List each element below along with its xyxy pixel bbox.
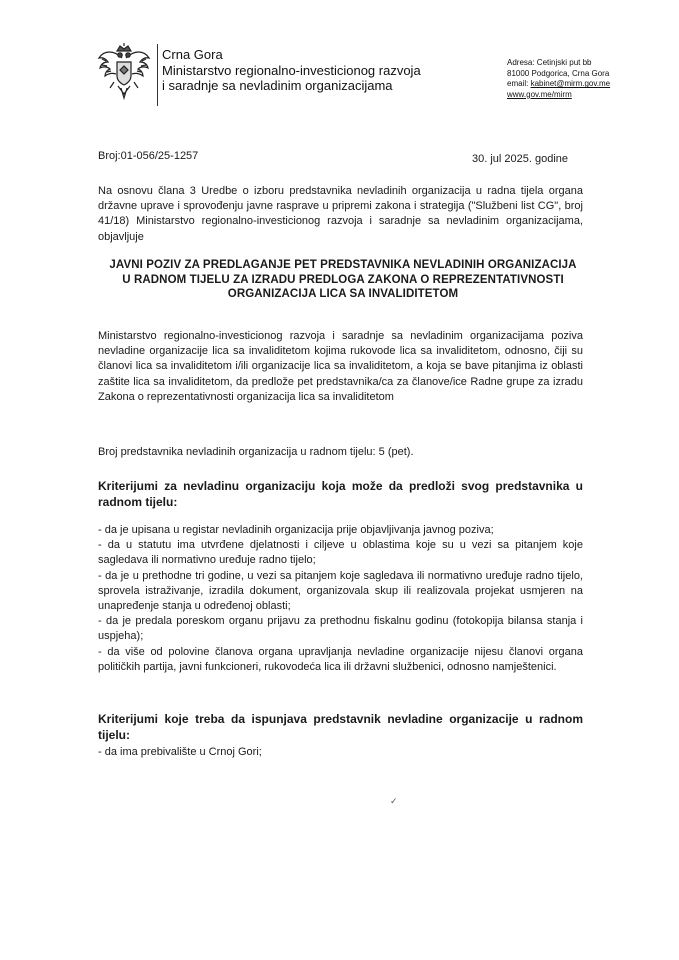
- document-number: Broj:01-056/25-1257: [98, 150, 199, 162]
- ministry-name: [162, 47, 421, 94]
- header-divider: [157, 44, 158, 106]
- contact-city: 81000 Podgorica, Crna Gora: [507, 68, 610, 78]
- ministry-name-line-1: Ministarstvo regionalno-investicionog razvoja: [162, 62, 421, 78]
- title-line-3: ORGANIZACIJA LICA SA INVALIDITETOM: [227, 288, 459, 300]
- contact-address: Adresa: Cetinjski put bb: [507, 58, 592, 67]
- contact-email-label: email:: [507, 79, 531, 89]
- ministry-name-line-2: i saradnje sa nevladinim organizacijama: [162, 78, 393, 93]
- org-criteria-list: [98, 523, 583, 675]
- contact-info: [507, 58, 610, 100]
- list-item: - da je upisana u registar nevladinih organizacija prije objavljivanja javnog poziva;: [98, 524, 494, 536]
- document-title: [98, 258, 588, 302]
- intro-paragraph: Na osnovu člana 3 Uredbe o izboru predstavnika nevladinih organizacija u radna tijela organa državne uprave i sprovođenju javne rasprave u pripremi zakona i strategija ("Službeni list CG", broj 41/18) Ministarstvo regionalno-investicionog razvoja i saradnje sa nevladinim organizacijama, objavljuje: [98, 185, 583, 243]
- title-line-1: JAVNI POZIV ZA PREDLAGANJE PET PREDSTAVNIKA NEVLADINIH ORGANIZACIJA: [109, 259, 577, 271]
- call-paragraph: Ministarstvo regionalno-investicionog razvoja i saradnje sa nevladinim organizacijama poziva nevladine organizacije lica sa invaliditetom kojima rukovode lica sa invaliditetom, odnosno, čiji su članovi lica sa invaliditetom i/ili organizacije lica sa invaliditetom, a koja se bave pitanjima iz oblasti zaštite lica sa invaliditetom, da predlože pet predstavnika/ca za članove/ice Radne grupe za izradu Zakona o reprezentativnosti organizacija lica sa invaliditetom: [98, 330, 583, 403]
- list-item: - da je predala poreskom organu prijavu za prethodnu fiskalnu godinu (fotokopija bilansa stanja i uspjeha);: [98, 615, 583, 643]
- contact-email-line: [507, 79, 610, 90]
- montenegro-coat-of-arms-icon: [96, 42, 152, 100]
- list-item: - da u statutu ima utvrđene djelatnosti i ciljeve u oblastima koje su u vezi sa pitanjem koje sagledava ili normativno uređuje radno tijelo;: [98, 539, 583, 567]
- org-criteria-heading: Kriterijumi za nevladinu organizaciju koja može da predloži svog predstavnika u radnom tijelu:: [98, 479, 583, 509]
- country-name: Crna Gora: [162, 47, 223, 62]
- list-item: - da je u prethodne tri godine, u vezi sa pitanjem koje sagledava ili normativno uređuje radno tijelo, sprovela istraživanje, izradila dokument, organizovala skup ili realizovala projekat usmjeren na unapređenje stanja u određenoj oblasti;: [98, 569, 583, 613]
- document-date: 30. jul 2025. godine: [472, 153, 569, 165]
- contact-web-link[interactable]: www.gov.me/mirm: [507, 89, 572, 99]
- contact-email-link[interactable]: kabinet@mirm.gov.me: [530, 79, 611, 89]
- list-item: - da ima prebivalište u Crnoj Gori;: [98, 746, 262, 758]
- list-item: - da više od polovine članova organa upravljanja nevladine organizacije nijesu članovi organa političkih partija, javni funkcioneri, rukovodeća lica ili državni službenici, odnosno namještenici.: [98, 645, 583, 673]
- title-line-2: U RADNOM TIJELU ZA IZRADU PREDLOGA ZAKONA O REPREZENTATIVNOSTI: [122, 273, 564, 286]
- representative-criteria-list: [98, 745, 583, 760]
- stray-pen-mark: ✓: [390, 796, 398, 806]
- representative-count: Broj predstavnika nevladinih organizacija u radnom tijelu: 5 (pet).: [98, 446, 414, 458]
- representative-criteria-heading: Kriterijumi koje treba da ispunjava predstavnik nevladine organizacije u radnom tijelu:: [98, 712, 583, 742]
